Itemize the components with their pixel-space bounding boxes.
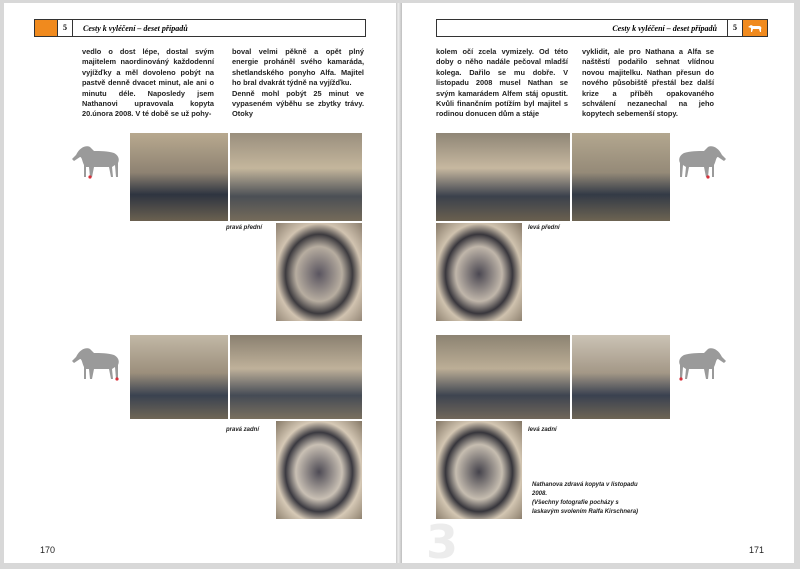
horse-diagram-icon-2 bbox=[70, 339, 124, 387]
right-page bbox=[402, 3, 794, 569]
hoof-photo-left-hind-side bbox=[572, 335, 670, 419]
header-title-right: Cesty k vyléčení – deset případů bbox=[612, 23, 717, 33]
hoof-photo-hind-side bbox=[130, 335, 228, 419]
header-title: Cesty k vyléčení – deset případů bbox=[83, 23, 188, 33]
hoof-photo-left-front-side bbox=[572, 133, 670, 221]
hoof-photo-left-front-lateral bbox=[436, 133, 570, 221]
hoof-photo-hind-sole bbox=[276, 421, 362, 519]
caption-right-front: pravá přední bbox=[226, 225, 263, 231]
caption-left-front: levá přední bbox=[528, 225, 560, 231]
photo-credit-note: Nathanova zdravá kopyta v listopadu 2008. (Všechny fotografie pocházy s laskavým svolením Ralfa Kirschnera) bbox=[532, 482, 639, 515]
left-text-column-2: boval velmi pěkně a opět plný energie proháněl svého kamaráda, shetlandského ponyho Alfa. Majitel ho bral dvakrát týdně na vyjížďku. Denně mohl pobýt 25 minut ve vypaseném výběhu se zbytky trávy. Otoky bbox=[232, 47, 364, 119]
page-number-right: 171 bbox=[748, 545, 764, 555]
hoof-photo-front-sole bbox=[276, 223, 362, 321]
horse-diagram-icon-3 bbox=[674, 137, 728, 185]
hoof-photo-front-side bbox=[130, 133, 228, 221]
right-running-header bbox=[436, 19, 768, 37]
hoof-photo-left-hind-sole bbox=[436, 421, 522, 519]
right-text-column-1: kolem očí zcela vymizely. Od této doby o něho nadále pečoval mladší kolega. Dařilo se mu dobře. V listopadu 2008 musel Nathan se svým kamarádem Alfem stáj opustit. Kvůli finančním potížím byl majitel s rodinou donucen dům a stáje bbox=[436, 47, 568, 119]
hoof-photo-left-hind-lateral bbox=[436, 335, 570, 419]
left-running-header bbox=[34, 19, 366, 37]
header-accent-box bbox=[35, 20, 57, 36]
hoof-photo-front-lateral bbox=[230, 133, 362, 221]
left-text-column-1: vedlo o dost lépe, dostal svým majitelem naordinováný každodenní vyjížďky a měl dovoleno pobýt na pastvě denně dvacet minut, ale ani o minutu déle. Naposledy jsem Nathanovi upravovala kopyta 20.února 2008. V té době se už pohy- bbox=[82, 47, 214, 119]
horse-logo-icon bbox=[743, 20, 767, 36]
page-number-left: 170 bbox=[40, 545, 56, 555]
header-chapter-number: 5 bbox=[57, 20, 73, 36]
horse-diagram-icon-4 bbox=[674, 339, 728, 387]
hoof-photo-left-front-sole bbox=[436, 223, 522, 321]
header-chapter-number-right: 5 bbox=[727, 20, 743, 36]
caption-right-hind: pravá zadní bbox=[226, 427, 260, 433]
right-text-column-2: vyklidit, ale pro Nathana a Alfa se naštěstí podařilo sehnat vlídnou novou majitelku. Nathan přesun do nového působiště přestál bez další krize a příběh opakovaného schválení nezanechal na jeho kopytech sebemenší stopy. bbox=[582, 47, 714, 119]
caption-left-hind: levá zadní bbox=[528, 427, 557, 433]
hoof-photo-hind-lateral bbox=[230, 335, 362, 419]
left-page bbox=[4, 3, 396, 563]
chapter-number-watermark: 3 bbox=[426, 515, 459, 569]
horse-diagram-icon bbox=[70, 137, 124, 185]
